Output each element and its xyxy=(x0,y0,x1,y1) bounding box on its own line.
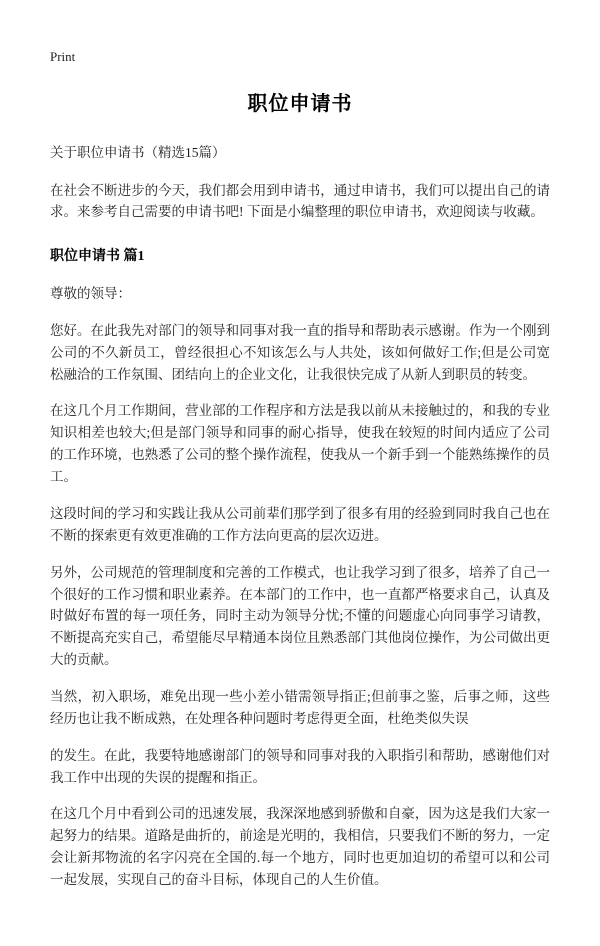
body-paragraph: 在这几个月工作期间，营业部的工作程序和方法是我以前从未接触过的，和我的专业知识相差也较大;但是部门领导和同事的耐心指导，使我在较短的时间内适应了公司的工作环境，也熟悉了公司的整个操作流程，使我从一个新手到一个能熟练操作的员工。 xyxy=(50,403,550,485)
body-paragraph: 这段时间的学习和实践让我从公司前辈们那学到了很多有用的经验到同时我自己也在不断的探索更有效更准确的工作方法向更高的层次迈进。 xyxy=(50,505,550,543)
salutation: 尊敬的领导： xyxy=(50,286,131,302)
body-paragraph: 当然，初入职场，难免出现一些小差小错需领导指正;但前事之鉴，后事之师，这些经历也让我不断成熟，在处理各种问题时考虑得更全面，杜绝类似失误 xyxy=(50,688,550,726)
print-button[interactable]: Print xyxy=(50,49,76,64)
body-paragraph: 您好。在此我先对部门的领导和同事对我一直的指导和帮助表示感谢。作为一个刚到公司的不久新员工，曾经很担心不知该怎么与人共处，该如何做好工作;但是公司宽松融洽的工作氛围、团结向上的企业文化，让我很快完成了从新人到职员的转变。 xyxy=(50,322,550,382)
section-heading: 职位申请书 篇1 xyxy=(50,249,145,265)
body-paragraph: 的发生。在此，我要特地感谢部门的领导和同事对我的入职指引和帮助，感谢他们对我工作中出现的失误的提醒和指正。 xyxy=(50,747,550,785)
body-paragraph: 另外，公司规范的管理制度和完善的工作模式，也让我学习到了很多，培养了自己一个很好的工作习惯和职业素养。在本部门的工作中，也一直都严格要求自己，认真及时做好布置的每一项任务，同时主动为领导分忧;不懂的问题虚心向同事学习请教，不断提高充实自己，希望能尽早精通本岗位且熟悉部门其他岗位操作，为公司做出更大的贡献。 xyxy=(50,564,550,668)
body-paragraph: 在这几个月中看到公司的迅速发展，我深深地感到骄傲和自豪，因为这是我们大家一起努力的结果。道路是曲折的，前途是光明的，我相信，只要我们不断的努力，一定会让新邦物流的名字闪亮在全国的.每一个地方，同时也更加迫切的希望可以和公司一起发展，实现自己的奋斗目标，体现自己的人生价值。 xyxy=(50,806,550,887)
page-title: 职位申请书 xyxy=(247,93,353,115)
document-subtitle: 关于职位申请书（精选15篇） xyxy=(50,145,226,160)
intro-paragraph: 在社会不断进步的今天，我们都会用到申请书，通过申请书，我们可以提出自己的请求。来参考自己需要的申请书吧! 下面是小编整理的职位申请书，欢迎阅读与收藏。 xyxy=(50,182,550,220)
